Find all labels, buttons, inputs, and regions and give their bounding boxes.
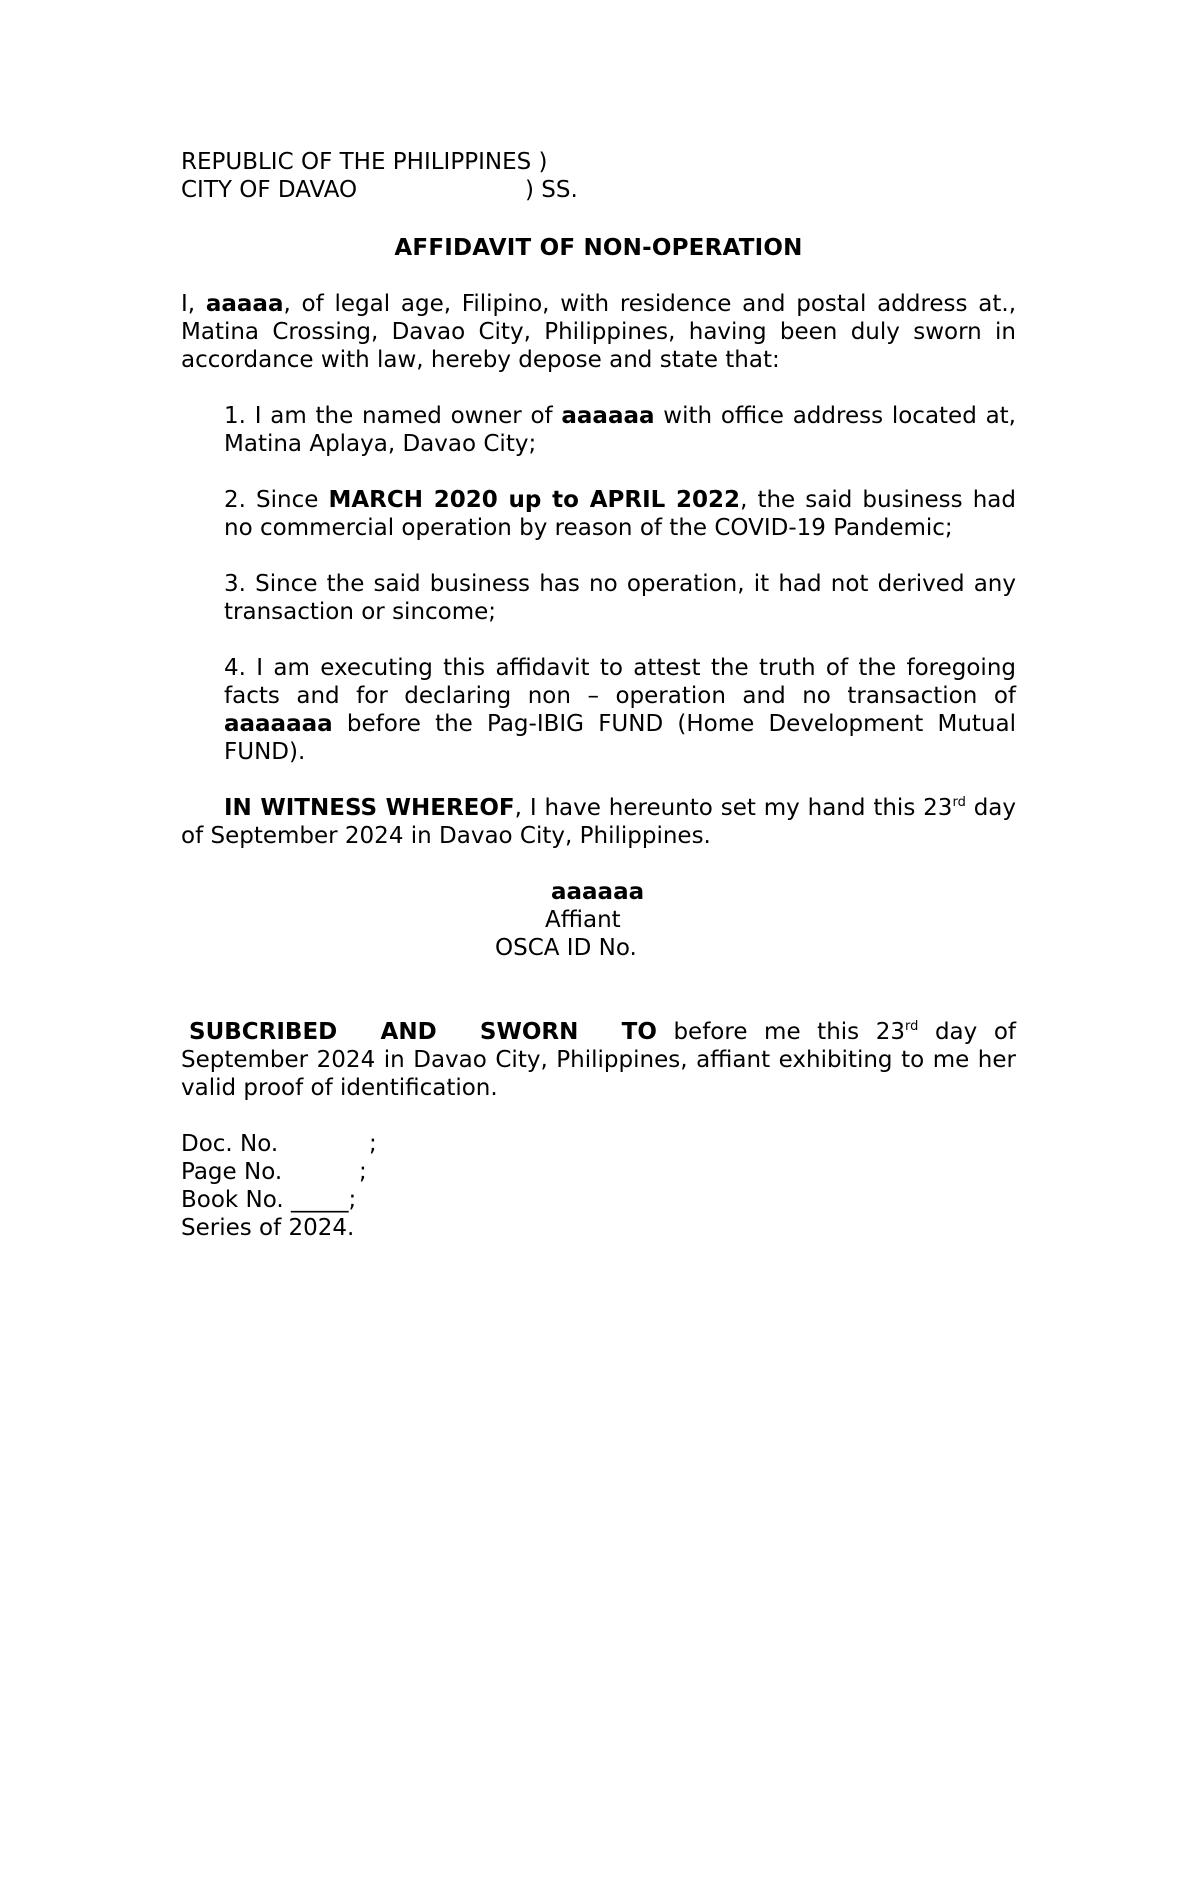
item-1-business: aaaaaa [561,403,655,429]
jurat-text-b: day of September 2024 in Davao City, Philippines, affiant exhibiting to me her valid proof of identification. [181,1019,1016,1101]
jurat-lead: SUBCRIBED AND SWORN TO [189,1019,657,1045]
caption-city-text: CITY OF DAVAO [181,177,358,203]
item-2 [224,486,1016,542]
affiant-name-inline: aaaaa [205,291,284,317]
caption-ss: ) SS. [525,177,578,203]
book-no-row [181,1186,1016,1214]
item-3: 3. Since the said business has no operation, it had not derived any transaction or sincome; [224,571,1016,625]
item-2-period: MARCH 2020 up to APRIL 2022 [328,487,741,513]
caption-city [181,176,1016,204]
item-1 [224,402,1016,458]
witness-lead: IN WITNESS WHEREOF [224,795,515,821]
item-4-prefix: 4. I am executing this affidavit to attest the truth of the foregoing facts and for declaring non – operation and no transaction of [224,655,1016,709]
doc-no-row [181,1130,1016,1158]
item-4-business: aaaaaaa [224,711,333,737]
doc-no-semicolon: ; [369,1131,377,1157]
item-4-rest: before the Pag-IBIG FUND (Home Development Mutual FUND). [224,711,1016,765]
item-1-prefix: 1. I am the named owner of [224,403,562,429]
witness-paragraph [181,794,1016,850]
item-1-rest: with office address located at, Matina Aplaya, Davao City; [224,403,1016,457]
signature-name: aaaaaa [551,879,645,905]
page-no-row [181,1158,1016,1186]
witness-ordinal: rd [952,795,966,810]
doc-no-label: Doc. No. [181,1131,279,1157]
document-title: AFFIDAVIT OF NON-OPERATION [394,235,803,261]
intro-rest: , of legal age, Filipino, with residence and postal address at., Matina Crossing, Davao City, Philippines, having been duly sworn in accordance with law, hereby depose and state that: [181,291,1017,373]
series-row [181,1214,1016,1242]
caption-republic [181,148,1016,176]
item-2-rest: , the said business had no commercial operation by reason of the COVID-19 Pandemic; [224,487,1016,541]
jurat-ordinal: rd [905,1019,919,1034]
page-no-semicolon: ; [359,1159,367,1185]
series-label: Series of 2024. [181,1215,355,1241]
item-2-prefix: 2. Since [224,487,329,513]
caption-republic-text: REPUBLIC OF THE PHILIPPINES ) [181,149,548,175]
notarial-register [181,1130,1016,1242]
witness-text-b: day of September 2024 in Davao City, Philippines. [181,795,1017,849]
intro-prefix: I, [181,291,206,317]
jurat-paragraph [181,1018,1016,1102]
signature-role: Affiant [545,907,621,933]
jurat-text-a: before me this 23 [656,1019,905,1045]
signature-block [181,878,1016,962]
affidavit-body [181,148,1016,1242]
item-4 [224,654,1016,766]
page-no-label: Page No. [181,1159,283,1185]
signature-id-label: OSCA ID No. [495,935,637,961]
book-no-label: Book No. _____; [181,1187,357,1213]
witness-text-a: , I have hereunto set my hand this 23 [514,795,953,821]
intro-paragraph [181,290,1016,374]
